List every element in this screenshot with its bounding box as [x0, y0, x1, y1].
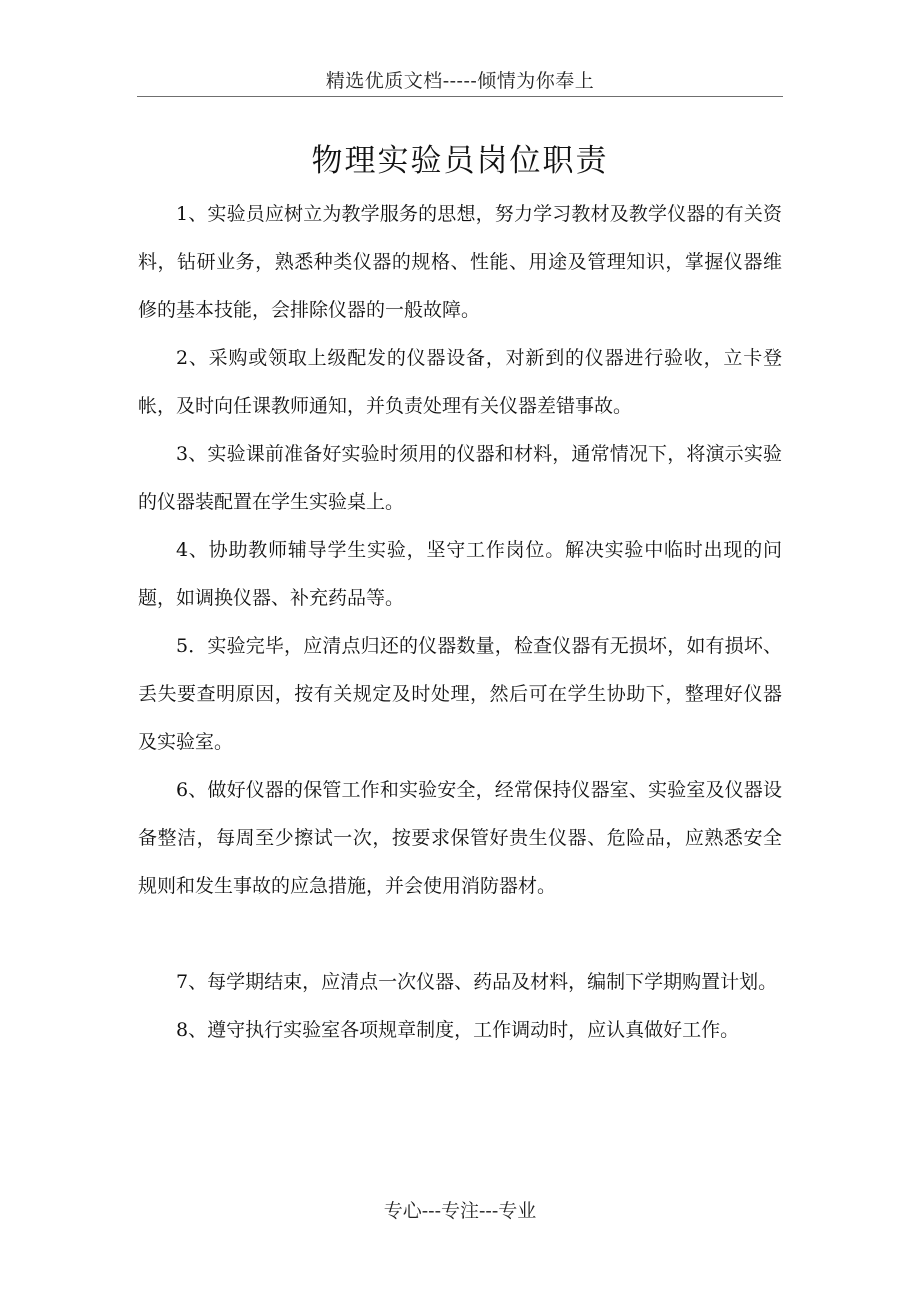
header-divider	[137, 96, 783, 97]
document-body	[138, 190, 782, 1054]
page-footer: 专心---专注---专业	[383, 1200, 537, 1222]
duty-paragraph-1: 1、实验员应树立为教学服务的思想，努力学习教材及教学仪器的有关资料，钻研业务，熟悉种类仪器的规格、性能、用途及管理知识，掌握仪器维修的基本技能，会排除仪器的一般故障。	[138, 203, 782, 321]
page-header: 精选优质文档-----倾情为你奉上	[325, 70, 595, 92]
duty-paragraph-7: 7、每学期结束，应清点一次仪器、药品及材料，编制下学期购置计划。	[176, 971, 778, 993]
duty-paragraph-4: 4、协助教师辅导学生实验，坚守工作岗位。解决实验中临时出现的问题，如调换仪器、补充药品等。	[138, 539, 782, 609]
duty-paragraph-6: 6、做好仪器的保管工作和实验安全，经常保持仪器室、实验室及仪器设备整洁，每周至少擦试一次，按要求保管好贵生仪器、危险品，应熟悉安全规则和发生事故的应急措施，并会使用消防器材。	[138, 779, 782, 897]
document-title: 物理实验员岗位职责	[311, 142, 609, 179]
duty-paragraph-3: 3、实验课前准备好实验时须用的仪器和材料，通常情况下，将演示实验的仪器装配置在学生实验桌上。	[138, 443, 782, 513]
duty-paragraph-5: 5．实验完毕，应清点归还的仪器数量，检查仪器有无损坏，如有损坏、丢失要查明原因，按有关规定及时处理，然后可在学生协助下，整理好仪器及实验室。	[138, 635, 782, 753]
duty-paragraph-2: 2、采购或领取上级配发的仪器设备，对新到的仪器进行验收，立卡登帐，及时向任课教师通知，并负责处理有关仪器差错事故。	[138, 347, 782, 417]
duty-paragraph-8: 8、遵守执行实验室各项规章制度，工作调动时，应认真做好工作。	[176, 1019, 740, 1041]
